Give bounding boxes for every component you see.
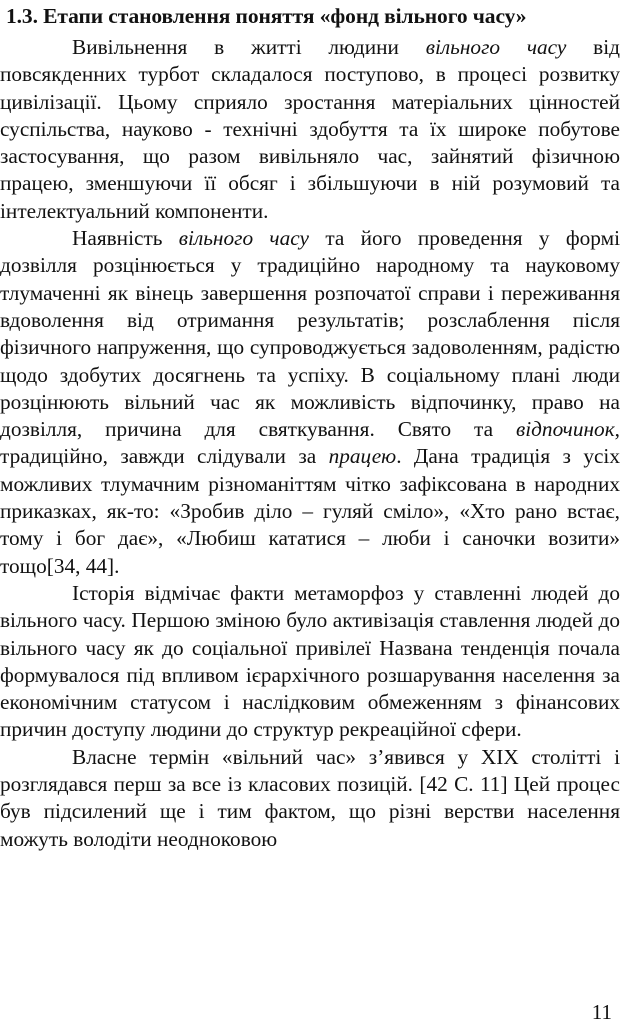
italic-term: працею: [328, 444, 397, 469]
page-number: 11: [591, 1000, 612, 1024]
text-run: Власне термін «вільний час» з’явився у ХІХ столітті і розглядався перш за все із класових позицій. [42 С. 11] Цей процес був підсилений ще і тим фактом, що різні верстви населення можуть володіти неодноковою: [0, 744, 620, 851]
text-run: . Дана традиція з усіх можливих тлумачним різноманіттям чітко зафіксована в народних приказках, як-то: «Зробив діло – гуляй сміло», «Хто рано встає, тому і бог дає», «Любиш кататися – люби і саночки возити» тощо[34, 44].: [0, 444, 620, 578]
text-run: , традиційно, завжди слідували за: [0, 417, 620, 469]
paragraph-3: [0, 580, 620, 744]
text-run: Історія відмічає факти метаморфоз у ставленні людей до вільного часу. Першою зміною було активізація ставлення людей до вільного часу як до соціальної привілеї Названа тенденція почала формувалося під впливом ієрархічного розшарування населення за економічним статусом і наслідковим обмеженням з фінансових причин доступу людини до структур рекреаційної сфери.: [0, 580, 620, 742]
text-run: та його проведення у формі дозвілля розцінюється у традиційно народному та науковому тлумаченні як вінець завершення розпочатої справи і переживання вдоволення від отримання результатів; розслаблення після фізичного напруження, що супроводжується задоволенням, радістю щодо здобутих досягнень та успіху. В соціальному плані люди розцінюють вільний час як можливість відпочинку, право на дозвілля, причина для святкування. Свято та: [0, 226, 620, 442]
italic-term: вільного часу: [178, 226, 309, 251]
text-run: від повсякденних турбот складалося поступово, в процесі розвитку цивілізації. Цьому сприяло зростання матеріальних цінностей суспільства, науково - технічні здобуття та їх широке побутове застосування, що разом вивільняло час, зайнятий фізичною працею, зменшуючи її обсяг і збільшуючи в ній розумовий та інтелектуальний компоненти.: [0, 35, 620, 223]
text-run: Наявність: [72, 226, 179, 251]
paragraph-2: [0, 225, 620, 580]
italic-term: відпочинок: [516, 417, 615, 442]
italic-term: вільного часу: [425, 35, 567, 59]
section-heading: 1.3. Етапи становлення поняття «фонд вільного часу»: [6, 4, 527, 28]
body-text: [0, 34, 620, 853]
paragraph-4: [0, 744, 620, 853]
paragraph-1: [0, 34, 620, 225]
text-run: Вивільнення в житті людини: [72, 35, 426, 59]
